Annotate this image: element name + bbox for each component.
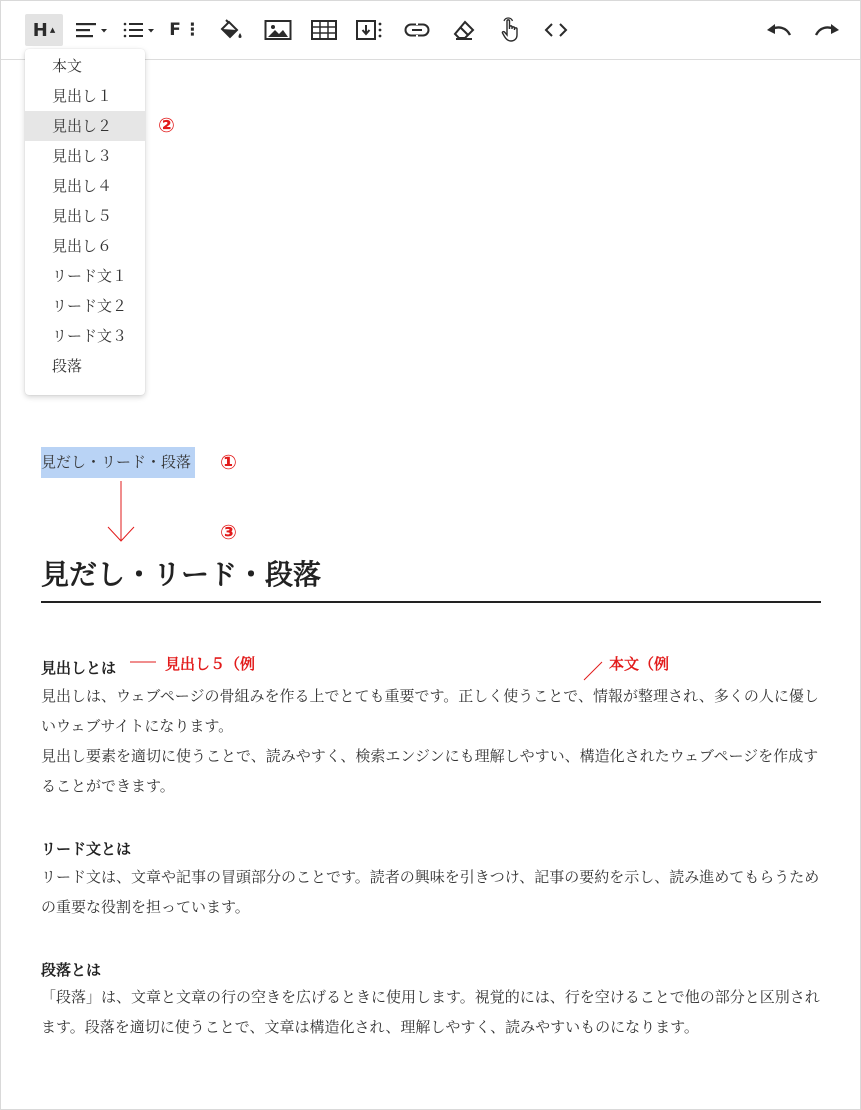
dropdown-item-heading-2[interactable]: 見出し２ xyxy=(25,111,145,141)
list-button[interactable] xyxy=(121,14,157,46)
annotation-line-icon xyxy=(129,656,159,668)
undo-button[interactable] xyxy=(763,14,795,46)
dropdown-item-lead-3[interactable]: リード文３ xyxy=(52,327,128,345)
redo-icon xyxy=(812,21,842,39)
heading-icon: H xyxy=(32,19,48,41)
heading-button[interactable] xyxy=(25,14,63,46)
section-title-heading[interactable]: 見出しとは xyxy=(41,659,117,677)
undo-icon xyxy=(764,21,794,39)
caret-up-icon: ▲ xyxy=(49,26,56,34)
dropdown-item-lead-2[interactable]: リード文２ xyxy=(52,297,128,315)
insert-table-button[interactable] xyxy=(310,14,338,46)
source-code-button[interactable] xyxy=(542,14,570,46)
dropdown-item-heading-1[interactable]: 見出し１ xyxy=(52,87,113,105)
image-icon xyxy=(264,19,292,41)
annotation-step-3: ③ xyxy=(220,520,237,544)
paragraph-lead-1[interactable]: リード文は、文章や記事の冒頭部分のことです。読者の興味を引きつけ、記事の要約を示し、読み進めてもらうための重要な役割を担っています。 xyxy=(41,868,820,916)
list-icon xyxy=(122,20,156,40)
section-title-lead[interactable]: リード文とは xyxy=(41,840,132,858)
annotation-heading5-example: 見出し５（例 xyxy=(165,655,256,673)
selected-text[interactable]: 見だし・リード・段落 xyxy=(41,447,195,478)
align-button[interactable] xyxy=(73,14,111,46)
paragraph-heading-2[interactable]: 見出し要素を適切に使うことで、読みやすく、検索エンジンにも理解しやすい、構造化されたウェブページを作成することができます。 xyxy=(41,747,819,795)
annotation-slash-icon xyxy=(581,659,605,683)
dropdown-item-heading-5[interactable]: 見出し５ xyxy=(52,207,113,225)
heading-dropdown xyxy=(25,49,145,395)
insert-block-button[interactable] xyxy=(355,14,385,46)
redo-button[interactable] xyxy=(811,14,843,46)
font-size-icon: F xyxy=(169,20,181,40)
heading-2-preview[interactable]: 見だし・リード・段落 xyxy=(41,553,821,603)
font-size-button[interactable] xyxy=(171,14,199,46)
paint-bucket-icon xyxy=(218,18,244,42)
dropdown-item-body[interactable]: 本文 xyxy=(52,57,83,75)
code-icon xyxy=(543,21,569,39)
paragraph-paragraph-1[interactable]: 「段落」は、文章と文章の行の空きを広げるときに使用します。視覚的には、行を空けることで他の部分と区別されます。段落を適切に使うことで、文章は構造化され、理解しやすく、読みやすいものになります。 xyxy=(41,988,820,1036)
dropdown-item-heading-3[interactable]: 見出し３ xyxy=(52,147,113,165)
insert-block-icon xyxy=(355,19,385,41)
link-icon xyxy=(404,21,430,39)
clear-format-button[interactable] xyxy=(451,14,477,46)
dropdown-item-paragraph[interactable]: 段落 xyxy=(52,357,83,375)
more-dots-icon: ⋮ xyxy=(183,20,201,40)
dropdown-item-lead-1[interactable]: リード文１ xyxy=(52,267,128,285)
pointer-hand-icon xyxy=(498,17,522,43)
section-title-paragraph[interactable]: 段落とは xyxy=(41,961,102,979)
interaction-button[interactable] xyxy=(497,14,523,46)
align-icon xyxy=(74,20,110,40)
eraser-icon xyxy=(452,19,476,41)
paragraph-heading-1[interactable]: 見出しは、ウェブページの骨組みを作る上でとても重要です。正しく使うことで、情報が整理され、多くの人に優しいウェブサイトになります。 xyxy=(41,687,819,735)
dropdown-item-heading-6[interactable]: 見出し６ xyxy=(52,237,113,255)
dropdown-item-heading-4[interactable]: 見出し４ xyxy=(52,177,113,195)
annotation-step-1: ① xyxy=(220,450,237,474)
annotation-body-example: 本文（例 xyxy=(609,655,670,673)
annotation-step-2: ② xyxy=(158,113,175,137)
heading-dropdown-list xyxy=(25,51,145,381)
table-icon xyxy=(311,20,337,40)
fill-color-button[interactable] xyxy=(217,14,245,46)
insert-image-button[interactable] xyxy=(263,14,293,46)
down-arrow-icon xyxy=(106,480,136,544)
insert-link-button[interactable] xyxy=(403,14,431,46)
